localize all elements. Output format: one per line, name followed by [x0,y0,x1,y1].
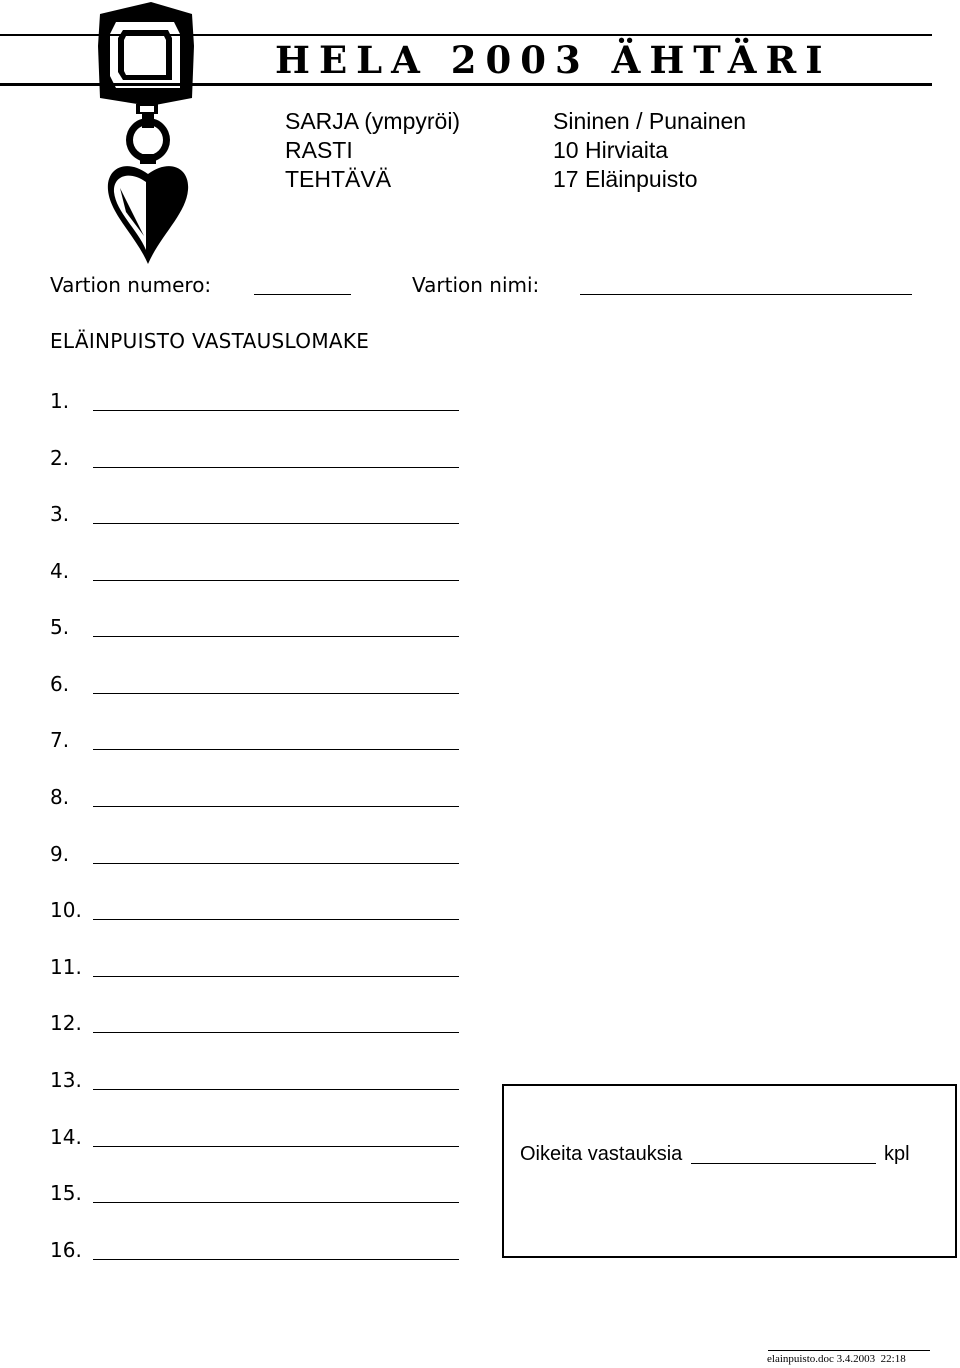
answer-field[interactable] [93,976,459,977]
team-number-label: Vartion numero: [50,273,212,297]
answer-number: 16. [50,1238,82,1262]
answer-number: 1. [50,389,70,413]
answer-number: 15. [50,1181,82,1205]
footer-rule [768,1350,930,1351]
answer-field[interactable] [93,636,459,637]
answer-number: 14. [50,1125,82,1149]
page-title: HELA 2003 ÄHTÄRI [275,38,832,82]
answer-field[interactable] [93,919,459,920]
answer-number: 13. [50,1068,82,1092]
answer-number: 7. [50,728,70,752]
team-number-field[interactable] [254,294,351,295]
answer-number: 12. [50,1011,82,1035]
checkpoint-value: 10 Hirviaita [553,137,669,163]
correct-answers-label: Oikeita vastauksia [520,1143,683,1165]
answer-field[interactable] [93,1202,459,1203]
answer-number: 9. [50,842,70,866]
task-label: TEHTÄVÄ [285,166,392,192]
answer-field[interactable] [93,580,459,581]
answer-number: 8. [50,785,70,809]
footer-filename: elainpuisto.doc 3.4.2003 22:18 [767,1353,906,1365]
hela-pendant-logo [96,0,196,268]
score-box [502,1084,957,1258]
answer-number: 3. [50,502,70,526]
answer-field[interactable] [93,693,459,694]
title-rule-top [0,34,932,36]
answer-number: 2. [50,446,70,470]
answer-field[interactable] [93,467,459,468]
answer-field[interactable] [93,410,459,411]
form-title: ELÄINPUISTO VASTAUSLOMAKE [50,329,370,353]
answer-field[interactable] [93,1032,459,1033]
answer-field[interactable] [93,1146,459,1147]
answer-field[interactable] [93,806,459,807]
correct-answers-unit: kpl [884,1143,910,1165]
answer-number: 5. [50,615,70,639]
answer-field[interactable] [93,749,459,750]
answer-number: 11. [50,955,82,979]
answer-field[interactable] [93,523,459,524]
answer-number: 6. [50,672,70,696]
checkpoint-label: RASTI [285,137,353,163]
answer-field[interactable] [93,1259,459,1260]
series-value: Sininen / Punainen [553,108,747,134]
answer-field[interactable] [93,1089,459,1090]
title-rule-bottom [0,83,932,86]
team-name-label: Vartion nimi: [412,273,540,297]
team-name-field[interactable] [580,294,912,295]
answer-field[interactable] [93,863,459,864]
answer-number: 10. [50,898,82,922]
answer-number: 4. [50,559,70,583]
series-label: SARJA (ympyröi) [285,108,461,134]
task-value: 17 Eläinpuisto [553,166,698,192]
correct-answers-field[interactable] [691,1163,876,1164]
